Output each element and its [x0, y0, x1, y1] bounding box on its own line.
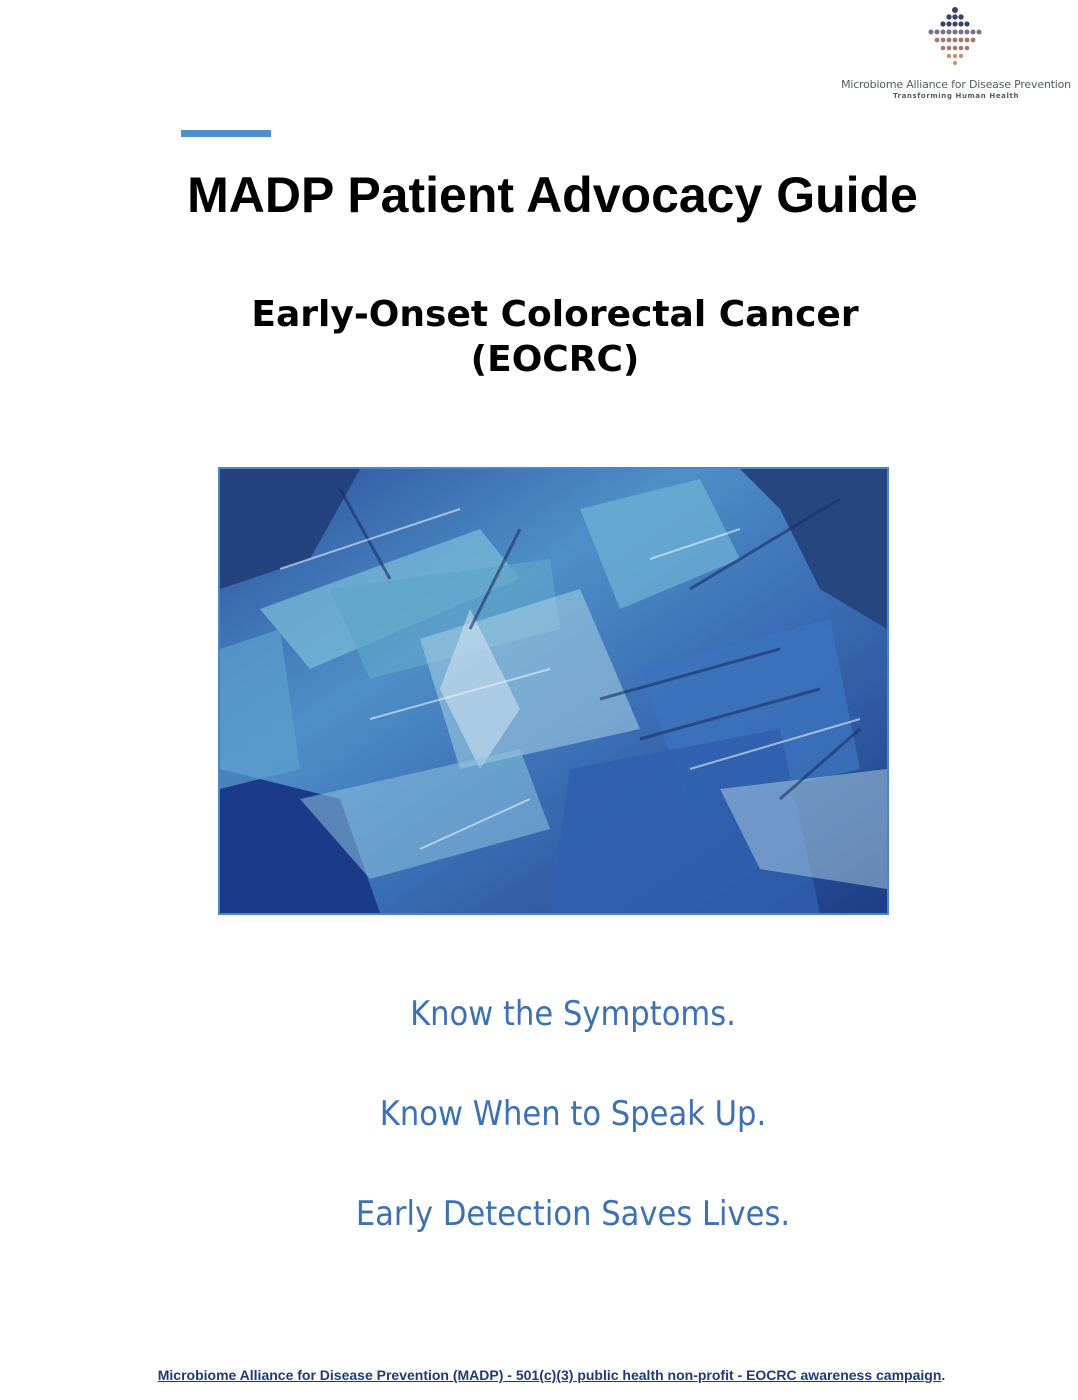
page-title: MADP Patient Advocacy Guide	[187, 167, 918, 223]
page-subtitle	[0, 292, 1078, 382]
tagline-speak-up: Know When to Speak Up.	[379, 1094, 767, 1134]
footer-period: .	[941, 1367, 946, 1383]
subtitle-line-1: Early-Onset Colorectal Cancer	[251, 294, 859, 335]
footer	[0, 1367, 1078, 1383]
dotted-diamond-logo-icon	[920, 6, 990, 70]
org-logo	[836, 6, 1076, 98]
org-name: Microbiome Alliance for Disease Prevention	[841, 78, 1071, 91]
subtitle-line-2: (EOCRC)	[470, 339, 640, 380]
tagline-symptoms: Know the Symptoms.	[410, 994, 736, 1034]
org-tagline: Transforming Human Health	[892, 92, 1020, 100]
accent-bar	[181, 130, 271, 137]
abstract-painting-image	[218, 467, 889, 915]
footer-link[interactable]: Microbiome Alliance for Disease Prevention (MADP) - 501(c)(3) public health non-profit - EOCRC awareness campaign	[157, 1367, 942, 1383]
tagline-early-detection: Early Detection Saves Lives.	[355, 1194, 791, 1234]
